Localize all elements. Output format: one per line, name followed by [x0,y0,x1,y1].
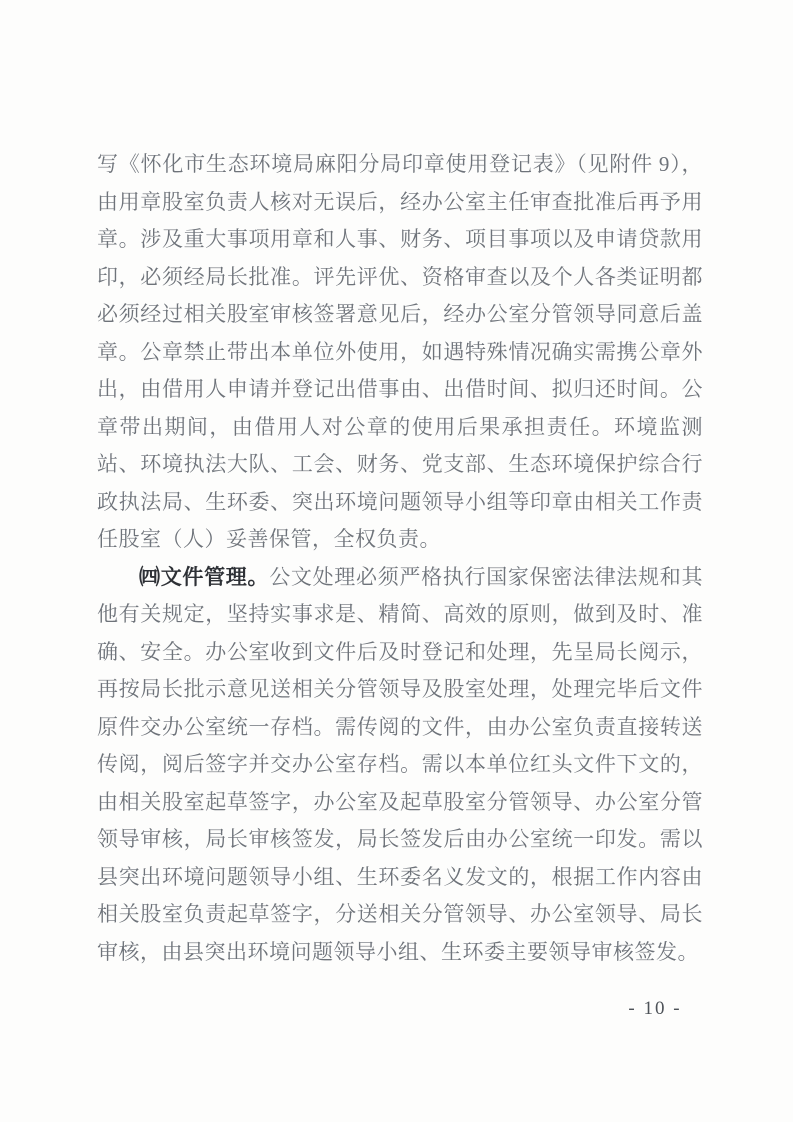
paragraph-document-management-text: 公文处理必须严格执行国家保密法律法规和其他有关规定，坚持实事求是、精简、高效的原则，做到及时、准确、安全。办公室收到文件后及时登记和处理，先呈局长阅示，再按局长批示意见送相关分管领导及股室处理，处理完毕后文件原件交办公室统一存档。需传阅的文件，由办公室负责直接转送传阅，阅后签字并交办公室存档。需以本单位红头文件下文的，由相关股室起草签字，办公室及起草股室分管领导、办公室分管领导审核，局长审核签发，局长签发后由办公室统一印发。需以县突出环境问题领导小组、生环委名义发文的，根据工作内容由相关股室负责起草签字，分送相关分管领导、办公室领导、局长审核，由县突出环境问题领导小组、生环委主要领导审核签发。 [97,564,704,964]
section-heading-document-management: ㈣文件管理。 [139,564,270,589]
paragraph-document-management [97,559,703,972]
paragraph-seal-management-continuation: 写《怀化市生态环境局麻阳分局印章使用登记表》（见附件 9），由用章股室负责人核对无误后，经办公室主任审查批准后再予用章。涉及重大事项用章和人事、财务、项目事项以及申请贷款用印，必须经局长批准。评先评优、资格审查以及个人各类证明都必须经过相关股室审核签署意见后，经办公室分管领导同意后盖章。公章禁止带出本单位外使用，如遇特殊情况确实需携公章外出，由借用人申请并登记出借事由、出借时间、拟归还时间。公章带出期间，由借用人对公章的使用后果承担责任。环境监测站、环境执法大队、工会、财务、党支部、生态环境保护综合行政执法局、生环委、突出环境问题领导小组等印章由相关工作责任股室（人）妥善保管，全权负责。 [97,152,703,551]
document-body [97,146,703,971]
page-number: - 10 - [628,998,682,1019]
